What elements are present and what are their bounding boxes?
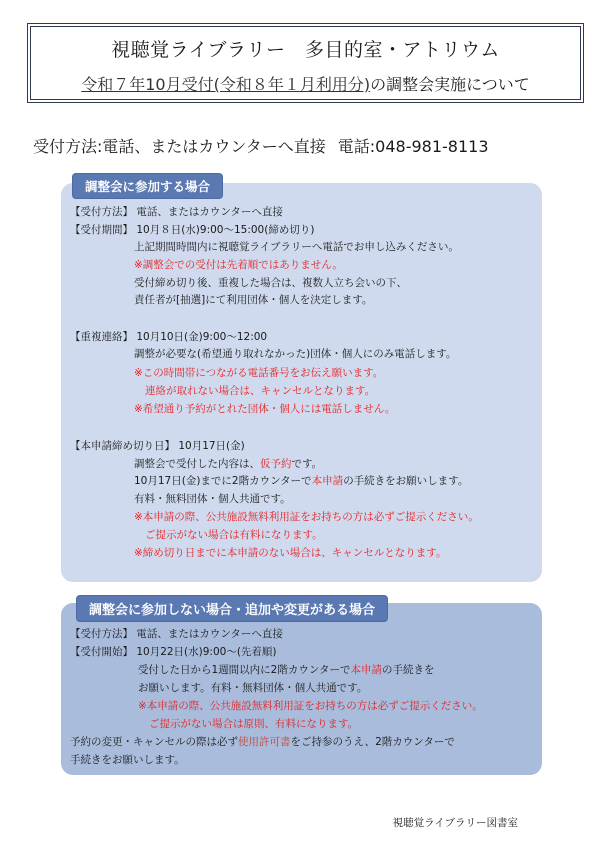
text-segment: 予約の変更・キャンセルの際は必ず <box>70 736 238 748</box>
notice-line: ※希望通り予約がとれた団体・個人には電話しません。 <box>134 403 396 415</box>
text-line: 【受付方法】 電話、またはカウンターへ直接 <box>70 628 283 640</box>
subtitle-date-range: 令和７年10月受付(令和８年１月利用分) <box>81 75 371 94</box>
notice-line: ※本申請の際、公共施設無料利用証をお持ちの方は必ずご提示ください。 <box>138 700 483 712</box>
text-line: 有料・無料団体・個人共通です。 <box>134 493 291 505</box>
text-segment: 調整会で受付した内容は、 <box>134 458 260 470</box>
text-line: 上記期間時間内に視聴覚ライブラリーへ電話でお申し込みください。 <box>134 241 459 253</box>
footer-credit: 視聴覚ライブラリー図書室 <box>392 817 518 829</box>
text-line: 受付締め切り後、重複した場合は、複数人立ち会いの下、 <box>134 277 407 289</box>
text-segment: 10月17日(金)までに2階カウンターで <box>134 475 312 487</box>
panel-not-attend-label: 調整会に参加しない場合・追加や変更がある場合 <box>77 596 387 621</box>
page-subtitle <box>31 72 580 95</box>
notice-line: ※締め切り日までに本申請のない場合は、キャンセルとなります。 <box>134 547 447 559</box>
text-line: 【重複連絡】 10月10日(金)9:00～12:00 <box>70 331 268 343</box>
text-line: 調整が必要な(希望通り取れなかった)団体・個人にのみ電話します。 <box>134 348 457 360</box>
text-line <box>70 735 455 749</box>
text-segment: の手続きをお願いします。 <box>343 475 469 487</box>
subtitle-rest: の調整会実施について <box>370 75 530 94</box>
text-segment: です。 <box>291 458 323 470</box>
notice-line: ご提示がない場合は原則、有料になります。 <box>149 718 359 730</box>
panel-attend-meeting <box>61 179 542 582</box>
text-line <box>134 457 322 471</box>
page-title: 視聴覚ライブラリー 多目的室・アトリウム <box>111 39 500 61</box>
highlight-text: 使用許可書 <box>238 736 291 748</box>
text-segment: 受付した日から1週間以内に2階カウンターで <box>138 664 351 676</box>
text-line: お願いします。有料・無料団体・個人共通です。 <box>138 682 368 694</box>
notice-line: ※この時間帯につながる電話番号をお伝え願います。 <box>134 367 384 379</box>
header-box <box>27 23 584 103</box>
contact-method: 受付方法:電話、またはカウンターへ直接 <box>33 137 326 156</box>
notice-line: ※本申請の際、公共施設無料利用証をお持ちの方は必ずご提示ください。 <box>134 511 479 523</box>
text-segment: の手続きを <box>381 664 435 676</box>
text-line: 【受付開始】 10月22日(水)9:00～(先着順) <box>70 646 277 658</box>
highlight-text: 本申請 <box>350 664 382 676</box>
text-line: 手続きをお願いします。 <box>70 754 185 766</box>
text-line <box>134 474 468 488</box>
text-line: 【受付期間】 10月８日(水)9:00～15:00(締め切り) <box>70 224 315 236</box>
highlight-text: 本申請 <box>311 475 344 487</box>
notice-line: ご提示がない場合は有料になります。 <box>145 529 323 541</box>
text-line: 責任者が[抽選]にて利用団体・個人を決定します。 <box>134 294 373 306</box>
panel-attend-label: 調整会に参加する場合 <box>73 174 222 198</box>
notice-line: 連絡が取れない場合は、キャンセルとなります。 <box>145 385 376 397</box>
text-segment: をご持参のうえ、2階カウンターで <box>290 736 455 748</box>
contact-info <box>33 134 489 157</box>
notice-line: ※調整会での受付は先着順ではありません。 <box>134 259 343 271</box>
contact-phone: 電話:048-981-8113 <box>337 137 489 156</box>
text-line: 【本申請締め切り日】 10月17日(金) <box>70 440 245 452</box>
text-line <box>138 663 434 677</box>
text-line: 【受付方法】 電話、またはカウンターへ直接 <box>70 206 283 218</box>
highlight-text: 仮予約 <box>260 458 292 470</box>
panel-not-attend <box>61 603 542 775</box>
